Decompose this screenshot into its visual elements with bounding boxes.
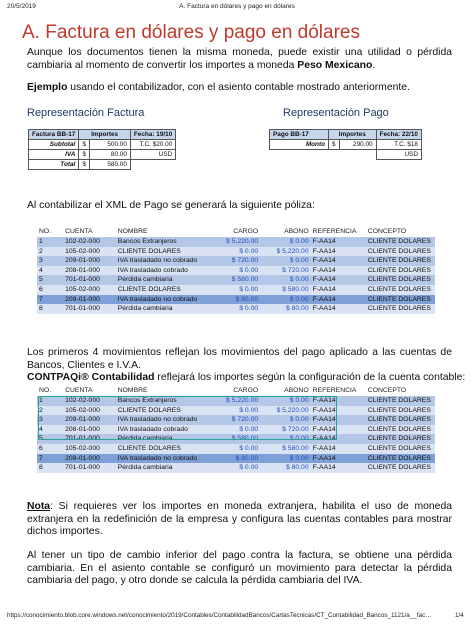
poliza-cell: $ 720.00 [260,266,310,276]
poliza-cell: 8 [37,463,63,473]
contpaqi-bold: CONTPAQi® Contabilidad [27,372,155,383]
rep-factura-heading: Representación Factura [27,107,145,119]
poliza-cell: 2 [37,406,63,416]
factura-note [130,160,175,170]
poliza-cell: $ 5,220.00 [260,406,310,416]
factura-amount: 80.00 [89,150,130,160]
pago-table [269,129,422,160]
poliza-cell: $ 0.00 [211,463,260,473]
nota-paragraph [27,501,452,539]
poliza-cell: 4 [37,266,63,276]
poliza-cell: $ 0.00 [260,396,310,406]
poliza-cell: 1 [37,237,63,247]
poliza-cell: Pérdida cambiaria [116,434,211,444]
poliza-cell: $ 580.00 [211,434,260,444]
poliza-cell: F-AA14 [311,295,366,305]
poliza-cell: 105-02-000 [63,285,116,295]
poliza-column-header: CARGO [211,385,260,396]
factura-row [29,150,176,160]
footer-url: https://conocimiento.blob.core.windows.net/conocimiento/2019/Contables/ContabilidadBancos/CartasTecnicas/CT_Contabilidad_Bancos_1121/a__fac… [7,612,432,619]
poliza-cell: $ 0.00 [211,247,260,257]
poliza-row[interactable] [37,266,435,276]
poliza-cell: F-AA14 [311,275,366,285]
factura-cur: $ [79,160,90,170]
poliza-row[interactable] [37,256,435,266]
poliza-row[interactable] [37,275,435,285]
poliza-cell: IVA trasladado no cobrado [116,415,211,425]
poliza-cell: CLIENTE DOLARES [366,425,435,435]
rep-pago-heading: Representación Pago [283,107,389,119]
nota-bold: Nota [27,501,51,512]
factura-table [28,129,176,170]
print-date: 20/5/2019 [7,3,36,10]
poliza-cell: $ 0.00 [260,295,310,305]
poliza-cell: $ 580.00 [260,444,310,454]
poliza-cell: F-AA14 [311,434,366,444]
footer-page: 1/4 [455,612,464,619]
poliza-cell: 4 [37,425,63,435]
poliza-column-header: CUENTA [63,226,116,237]
poliza-cell: Pérdida cambiaria [116,463,211,473]
poliza-cell: 105-02-000 [63,247,116,257]
poliza-column-header: NO. [37,385,63,396]
poliza-cell: CLIENTE DOLARES [366,285,435,295]
poliza-cell: $ 0.00 [211,425,260,435]
contpaqi-text: reflejará los importes según la configuración de la cuenta contable: [154,372,466,383]
poliza-cell: F-AA14 [311,425,366,435]
poliza-cell: $ 5,220.00 [211,396,260,406]
poliza-row[interactable] [37,237,435,247]
pago-amount [339,150,376,160]
pago-cur [329,150,340,160]
pago-amount: 290.00 [339,140,376,150]
poliza-header-row [37,226,435,237]
pago-header-cell: Fecha: 22/10 [376,130,421,140]
poliza-row[interactable] [37,304,435,314]
factura-cur: $ [79,140,90,150]
factura-amount: 580.00 [89,160,130,170]
pago-label: Monto [270,140,329,150]
poliza-row[interactable] [37,463,435,473]
poliza-cell: 701-01-000 [63,275,116,285]
factura-note: T.C. $20.00 [130,140,175,150]
poliza-cell: IVA trasladado no cobrado [116,295,211,305]
poliza-cell: 701-01-000 [63,463,116,473]
poliza-cell: IVA trasladado cobrado [116,266,211,276]
poliza-cell: CLIENTE DOLARES [366,266,435,276]
poliza-cell: F-AA14 [311,285,366,295]
poliza-cell: $ 80.00 [260,304,310,314]
poliza-cell: F-AA14 [311,454,366,464]
xml-paragraph: Al contabilizar el XML de Pago se generará la siguiente póliza: [27,200,315,211]
poliza-cell: $ 80.00 [211,454,260,464]
poliza-cell: $ 5,220.00 [211,237,260,247]
poliza-cell: F-AA14 [311,406,366,416]
poliza-table-1 [37,226,435,314]
poliza-cell: 701-01-000 [63,434,116,444]
poliza-cell: CLIENTE DOLARES [116,285,211,295]
poliza-cell: F-AA14 [311,444,366,454]
factura-row [29,160,176,170]
poliza-column-header: CUENTA [63,385,116,396]
pago-header-cell: Importes [329,130,377,140]
poliza-cell: $ 0.00 [211,304,260,314]
poliza-cell: F-AA14 [311,304,366,314]
poliza-cell: $ 80.00 [260,463,310,473]
poliza-cell: CLIENTE DOLARES [366,247,435,257]
poliza-cell: $ 5,220.00 [260,247,310,257]
poliza-column-header: NOMBRE [116,226,211,237]
poliza-cell: $ 0.00 [211,285,260,295]
poliza-cell: F-AA14 [311,463,366,473]
poliza-cell: CLIENTE DOLARES [366,237,435,247]
pago-cur: $ [329,140,340,150]
poliza-cell: $ 0.00 [260,237,310,247]
poliza-cell: $ 720.00 [211,415,260,425]
poliza-header-row [37,385,435,396]
poliza-cell: CLIENTE DOLARES [366,434,435,444]
poliza-cell: 209-01-000 [63,256,116,266]
poliza-cell: 5 [37,434,63,444]
poliza-cell: 102-02-000 [63,237,116,247]
poliza-cell: Bancos Extranjeros [116,237,211,247]
factura-note: USD [130,150,175,160]
poliza-cell: 105-02-000 [63,444,116,454]
poliza-column-header: CONCEPTO [366,385,435,396]
poliza-cell: 3 [37,256,63,266]
poliza-cell: Bancos Extranjeros [116,396,211,406]
poliza-cell: F-AA14 [311,396,366,406]
poliza-cell: F-AA14 [311,237,366,247]
example-text: usando el contabilizador, con el asiento contable mostrado anteriormente. [67,82,410,93]
poliza-cell: CLIENTE DOLARES [116,444,211,454]
intro-bold: Peso Mexicano [297,59,373,71]
poliza-cell: 6 [37,444,63,454]
poliza-cell: CLIENTE DOLARES [366,463,435,473]
poliza-cell: CLIENTE DOLARES [366,444,435,454]
pago-header-cell: Pago BB-17 [270,130,329,140]
factura-cur: $ [79,150,90,160]
poliza-cell: CLIENTE DOLARES [366,304,435,314]
intro-end: . [372,59,376,71]
poliza-cell: CLIENTE DOLARES [366,275,435,285]
poliza-row[interactable] [37,454,435,464]
poliza-cell: $ 0.00 [260,275,310,285]
poliza-cell: $ 580.00 [211,275,260,285]
poliza-cell: $ 0.00 [211,266,260,276]
pago-note: USD [376,150,421,160]
highlight-box [38,396,337,440]
poliza-cell: F-AA14 [311,256,366,266]
factura-label: Total [29,160,79,170]
poliza-column-header: ABONO [260,385,310,396]
poliza-cell: 5 [37,275,63,285]
example-bold: Ejemplo [27,82,68,93]
poliza-cell: $ 0.00 [260,434,310,444]
poliza-cell: $ 0.00 [211,444,260,454]
poliza-cell: CLIENTE DOLARES [116,247,211,257]
poliza-row[interactable] [37,247,435,257]
factura-row [29,140,176,150]
poliza-cell: $ 0.00 [260,256,310,266]
poliza-cell: 3 [37,415,63,425]
poliza-cell: 209-01-000 [63,295,116,305]
poliza-row[interactable] [37,285,435,295]
poliza-cell: Pérdida cambiaria [116,275,211,285]
poliza-cell: 208-01-000 [63,425,116,435]
factura-label: Subtotal [29,140,79,150]
poliza-cell: 209-01-000 [63,415,116,425]
poliza-row[interactable] [37,444,435,454]
poliza-cell: $ 0.00 [260,454,310,464]
poliza-cell: 102-02-000 [63,396,116,406]
poliza-column-header: REFERENCIA [311,226,366,237]
poliza-cell: $ 0.00 [260,415,310,425]
poliza-cell: CLIENTE DOLARES [366,295,435,305]
poliza-cell: CLIENTE DOLARES [366,406,435,416]
pago-note: T.C. $18 [376,140,421,150]
poliza-cell: 105-02-000 [63,406,116,416]
example-paragraph [27,82,452,95]
pago-label [270,150,329,160]
poliza-cell: CLIENTE DOLARES [366,256,435,266]
factura-header-cell: Importes [79,130,131,140]
poliza-cell: CLIENTE DOLARES [366,415,435,425]
poliza-cell: $ 720.00 [260,425,310,435]
print-title: A. Factura en dólares y pago en dólares [179,3,295,10]
poliza-column-header: REFERENCIA [311,385,366,396]
poliza-cell: 8 [37,304,63,314]
poliza-column-header: NO. [37,226,63,237]
page-title: A. Factura en dólares y pago en dólares [22,22,360,43]
poliza-cell: IVA trasladado cobrado [116,425,211,435]
intro-text: Aunque los documentos tienen la misma moneda, puede existir una utilidad o pérdida cambiaria al momento de convertir los importes a moneda [27,47,452,71]
poliza-cell: $ 580.00 [260,285,310,295]
final-paragraph: Al tener un tipo de cambio inferior del pago contra la factura, se obtiene una pérdida cambiaria. En el asiento contable se configuró un movimiento para detectar la pérdida cambiaria del pago, y otro donde se calcula la pérdida cambiaria del IVA. [27,550,452,587]
intro-paragraph [27,47,452,72]
poliza-cell: F-AA14 [311,415,366,425]
factura-header-cell: Factura BB-17 [29,130,79,140]
poliza-row[interactable] [37,295,435,305]
poliza-column-header: ABONO [260,226,310,237]
poliza-cell: 209-01-000 [63,454,116,464]
poliza-cell: 6 [37,285,63,295]
poliza-cell: IVA trasladado no cobrado [116,256,211,266]
pago-row [270,140,422,150]
poliza-cell: $ 80.00 [211,295,260,305]
poliza-cell: 7 [37,454,63,464]
factura-header-cell: Fecha: 19/10 [130,130,175,140]
poliza-column-header: CONCEPTO [366,226,435,237]
pago-header-row [270,130,422,140]
poliza-cell: IVA trasladado no cobrado [116,454,211,464]
factura-header-row [29,130,176,140]
poliza-cell: 701-01-000 [63,304,116,314]
poliza-cell: CLIENTE DOLARES [116,406,211,416]
poliza-cell: $ 720.00 [211,256,260,266]
poliza-column-header: NOMBRE [116,385,211,396]
poliza-column-header: CARGO [211,226,260,237]
poliza-cell: 1 [37,396,63,406]
poliza-cell: CLIENTE DOLARES [366,396,435,406]
movimientos-paragraph: Los primeros 4 movimientos reflejan los movimientos del pago aplicado a las cuentas de Bancos, Clientes e I.V.A. [27,347,452,371]
poliza-cell: 208-01-000 [63,266,116,276]
factura-label: IVA [29,150,79,160]
pago-row [270,150,422,160]
poliza-cell: F-AA14 [311,247,366,257]
poliza-cell: $ 0.00 [211,406,260,416]
contpaqi-paragraph [27,372,467,385]
nota-text: : Si requieres ver los importes en moneda extranjera, habilita el uso de moneda extranjera en la redefinición de la empresa y configura las cuentas contables para mostrar dichos importes. [27,501,452,538]
poliza-cell: 2 [37,247,63,257]
poliza-cell: Pérdida cambiaria [116,304,211,314]
factura-amount: 500.00 [89,140,130,150]
poliza-cell: F-AA14 [311,266,366,276]
poliza-cell: CLIENTE DOLARES [366,454,435,464]
poliza-cell: 7 [37,295,63,305]
